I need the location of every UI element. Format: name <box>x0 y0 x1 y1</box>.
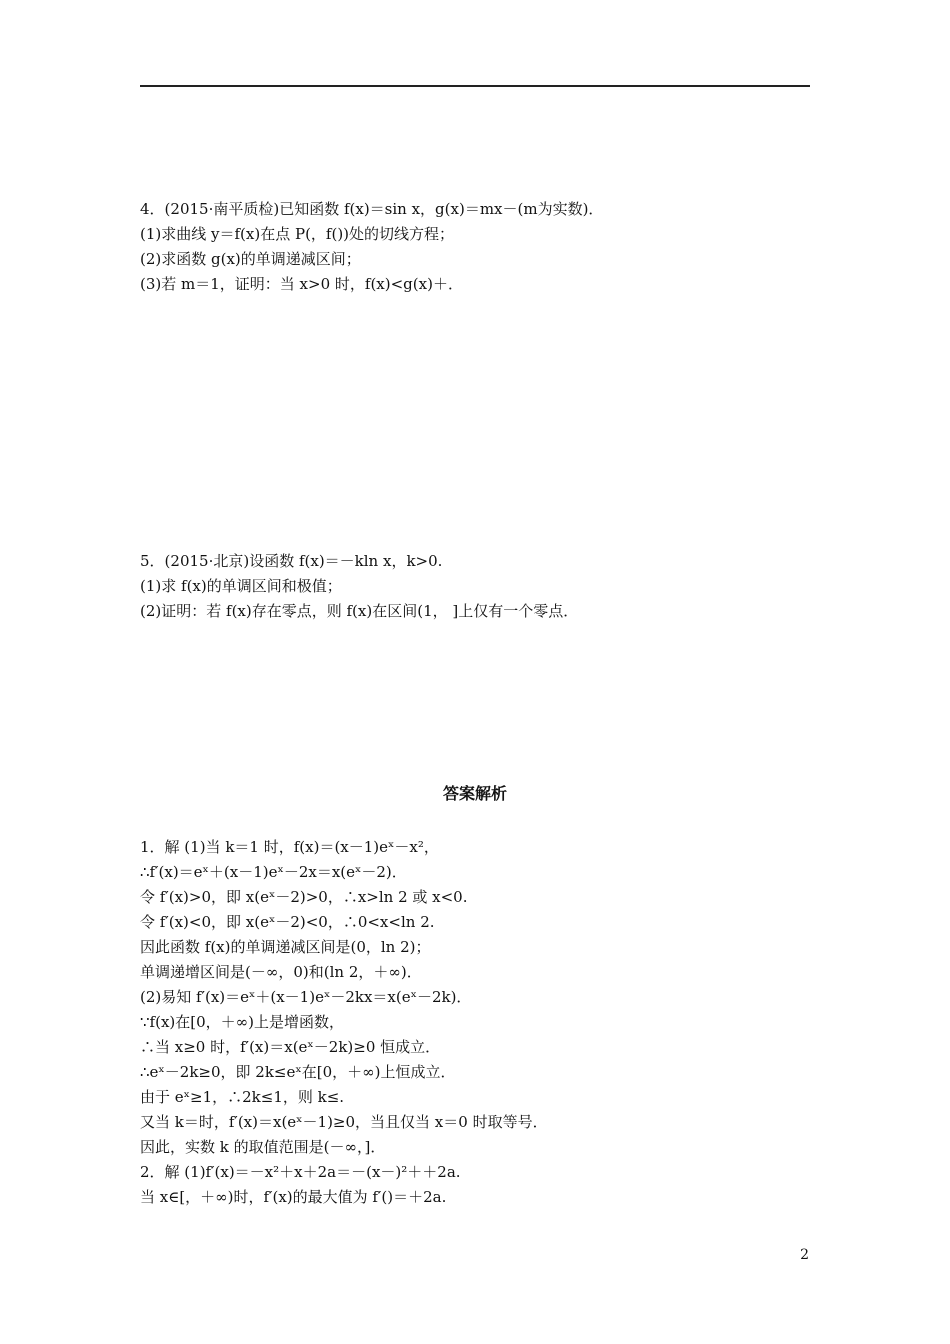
answer-line: ∵f(x)在[0，＋∞)上是增函数， <box>140 1013 345 1031</box>
answer-line: (2)易知 f′(x)＝eˣ＋(x－1)eˣ－2kx＝x(eˣ－2k)． <box>140 988 472 1006</box>
answer-line: ∴当 x≥0 时，f′(x)＝x(eˣ－2k)≥0 恒成立． <box>140 1038 441 1056</box>
q5-part2: (2)证明：若 f(x)存在零点，则 f(x)在区间(1， ]上仅有一个零点． <box>140 602 579 620</box>
header-rule <box>140 85 810 87</box>
answer-line: ∴f′(x)＝eˣ＋(x－1)eˣ－2x＝x(eˣ－2)． <box>140 863 407 881</box>
q5-stem: 5．(2015·北京)设函数 f(x)＝－kln x，k>0. <box>140 552 443 570</box>
answers-heading: 答案解析 <box>442 784 507 803</box>
answer-line: 令 f′(x)>0，即 x(eˣ－2)>0，∴x>ln 2 或 x<0. <box>140 888 468 906</box>
page-number: 2 <box>800 1247 809 1263</box>
q4-stem: 4．(2015·南平质检)已知函数 f(x)＝sin x，g(x)＝mx－(m为实数)． <box>140 200 604 218</box>
q5-part1: (1)求 f(x)的单调区间和极值； <box>140 577 342 595</box>
answer-line: 1．解 (1)当 k＝1 时，f(x)＝(x－1)eˣ－x²， <box>140 838 439 856</box>
answer-line: 令 f′(x)<0，即 x(eˣ－2)<0，∴0<x<ln 2. <box>140 913 435 931</box>
answer-line: 又当 k＝时，f′(x)＝x(eˣ－1)≥0，当且仅当 x＝0 时取等号． <box>140 1113 548 1131</box>
answer-line: 2．解 (1)f′(x)＝－x²＋x＋2a＝－(x－)²＋＋2a. <box>140 1163 461 1181</box>
answer-line: 因此，实数 k 的取值范围是(－∞，]． <box>140 1138 386 1156</box>
q4-part3: (3)若 m＝1，证明：当 x>0 时，f(x)<g(x)＋． <box>140 275 463 293</box>
answer-line: 单调递增区间是(－∞，0)和(ln 2，＋∞)． <box>140 963 422 981</box>
q4-part2: (2)求函数 g(x)的单调递减区间； <box>140 250 361 268</box>
answer-line: 由于 eˣ≥1，∴2k≤1，则 k≤. <box>140 1088 345 1106</box>
answer-line: ∴eˣ－2k≥0，即 2k≤eˣ在[0，＋∞)上恒成立． <box>140 1063 456 1081</box>
q4-part1: (1)求曲线 y＝f(x)在点 P(，f())处的切线方程； <box>140 225 455 243</box>
answer-line: 因此函数 f(x)的单调递减区间是(0，ln 2)； <box>140 938 431 956</box>
answer-line: 当 x∈[，＋∞)时，f′(x)的最大值为 f′()＝＋2a. <box>140 1188 447 1206</box>
